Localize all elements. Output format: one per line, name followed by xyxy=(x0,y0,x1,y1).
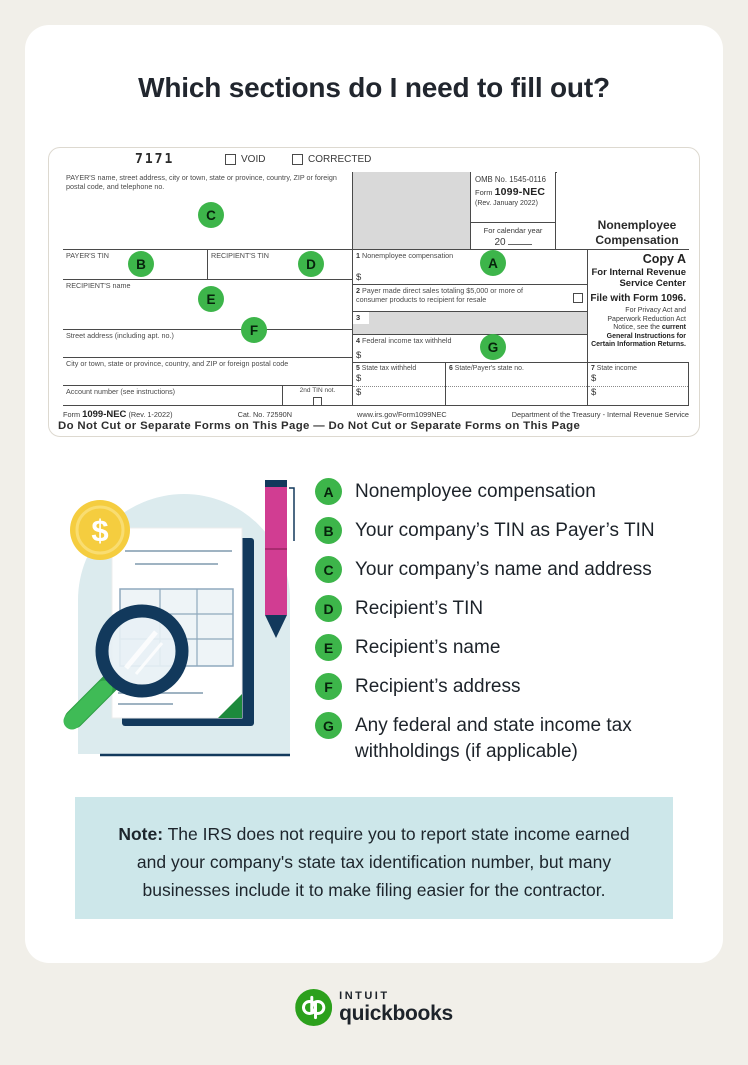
svg-text:$: $ xyxy=(91,513,109,548)
city-box xyxy=(63,358,353,386)
legend-badge-d: D xyxy=(315,595,342,622)
account-number-label: Account number (see instructions) xyxy=(66,387,176,396)
legend-badge-g: G xyxy=(315,712,342,739)
box5-state-tax xyxy=(353,363,446,406)
form-table xyxy=(63,172,689,406)
box6-label: 6 State/Payer's state no. xyxy=(449,365,524,372)
year-blank-line xyxy=(508,236,532,245)
box7-label: 7 State income xyxy=(591,365,637,372)
legend-badge-b: B xyxy=(315,517,342,544)
legend-label-c: Your company’s name and address xyxy=(355,558,652,580)
box2-checkbox xyxy=(573,293,583,303)
legend-label-g: Any federal and state income tax withholdings (if applicable) xyxy=(355,714,632,762)
legend-item-g xyxy=(315,712,700,765)
legend-badge-a: A xyxy=(315,478,342,505)
do-not-cut-line: Do Not Cut or Separate Forms on This Page — Do Not Cut or Separate Forms on This Page xyxy=(58,420,581,432)
void-label: VOID xyxy=(241,154,266,165)
void-checkbox xyxy=(225,154,236,165)
corrected-label: CORRECTED xyxy=(308,154,372,165)
legend-label-b: Your company’s TIN as Payer’s TIN xyxy=(355,519,655,541)
box5-dollar-row2: $ xyxy=(356,387,362,398)
box4-federal-tax xyxy=(353,335,588,363)
calendar-year-label: For calendar year xyxy=(483,226,543,235)
street-address-label: Street address (including apt. no.) xyxy=(66,331,174,340)
box6-row2 xyxy=(446,387,587,401)
box5-label: 5 State tax withheld xyxy=(356,365,417,372)
note-label: Note: xyxy=(118,824,164,844)
recipient-tin-box xyxy=(208,250,353,280)
intuit-wordmark: INTUIT xyxy=(339,990,390,1002)
box1-dollar: $ xyxy=(356,272,362,283)
box3-label: 3 xyxy=(353,312,369,324)
document-magnifier-illustration xyxy=(60,466,310,768)
form-number: 1099-NEC xyxy=(494,186,546,198)
legend-label-e: Recipient’s name xyxy=(355,636,501,658)
corrected-field xyxy=(292,154,371,165)
form-number-line xyxy=(471,184,555,198)
form-badge-c: C xyxy=(198,202,224,228)
fineprint-url: www.irs.gov/Form1099NEC xyxy=(357,410,447,419)
fineprint-form: Form 1099-NEC (Rev. 1-2022) xyxy=(63,409,173,420)
legend-badge-c: C xyxy=(315,556,342,583)
box1-label: 1 Nonemployee compensation xyxy=(356,251,454,260)
year-prefix: 20 xyxy=(494,237,506,248)
form-badge-f: F xyxy=(241,317,267,343)
privacy-notice: For Privacy Act and Paperwork Reduction Act Notice, see the current General Instructions for Certain Information Returns. xyxy=(591,307,686,349)
box7-dollar-row2: $ xyxy=(591,387,597,398)
omb-number: OMB No. 1545-0116 xyxy=(475,175,546,184)
fineprint-dept: Department of the Treasury - Internal Revenue Service xyxy=(511,410,689,419)
legend-item-b xyxy=(315,517,700,544)
box3-shaded xyxy=(353,312,588,335)
legend-label-f: Recipient’s address xyxy=(355,675,521,697)
box1-nonemployee-compensation xyxy=(353,250,588,285)
second-tin-box xyxy=(283,386,353,406)
form-fineprint xyxy=(63,409,689,420)
box4-label: 4 Federal income tax withheld xyxy=(356,336,452,345)
form-badge-e: E xyxy=(198,286,224,312)
legend-item-f xyxy=(315,673,700,700)
account-number-box xyxy=(63,386,283,406)
legend-label-d: Recipient’s TIN xyxy=(355,597,484,619)
box6-state-number xyxy=(446,363,588,406)
form-badge-g: G xyxy=(480,334,506,360)
calendar-year-box xyxy=(471,223,556,250)
box7-dollar-row1: $ xyxy=(588,373,688,387)
brand-footer xyxy=(295,989,453,1026)
payer-tin-label: PAYER'S TIN xyxy=(66,251,109,260)
shaded-top-box xyxy=(353,172,471,250)
form-badge-d: D xyxy=(298,251,324,277)
legend-item-d xyxy=(315,595,700,622)
form-1099-nec xyxy=(48,147,700,437)
legend-item-a xyxy=(315,478,700,505)
recipient-tin-label: RECIPIENT'S TIN xyxy=(211,251,269,260)
legend-item-c xyxy=(315,556,700,583)
legend xyxy=(315,478,700,777)
fineprint-cat-no: Cat. No. 72590N xyxy=(237,410,292,419)
box2-label: 2 Payer made direct sales totaling $5,000 or more of consumer products to recipient for resale xyxy=(356,286,524,304)
legend-badge-f: F xyxy=(315,673,342,700)
form-code: 7171 xyxy=(135,152,175,167)
note-text: The IRS does not require you to report state income earned and your company's state tax identification number, but many businesses include it to make filing easier for the contractor. xyxy=(136,824,630,900)
box5-dollar-row1: $ xyxy=(353,373,445,387)
note-box xyxy=(75,797,673,919)
form-badge-a: A xyxy=(480,250,506,276)
legend-label-a: Nonemployee compensation xyxy=(355,480,596,502)
corrected-checkbox xyxy=(292,154,303,165)
legend-badge-e: E xyxy=(315,634,342,661)
box2-direct-sales xyxy=(353,285,588,312)
box7-state-income xyxy=(588,363,689,406)
calendar-year-value xyxy=(471,235,555,248)
file-with-label: File with Form 1096. xyxy=(590,293,686,304)
quickbooks-wordmark: quickbooks xyxy=(339,1002,453,1025)
form-rev: (Rev. January 2022) xyxy=(475,200,538,207)
second-tin-checkbox xyxy=(313,397,322,406)
omb-box xyxy=(471,172,556,223)
copy-a-for: For Internal Revenue Service Center xyxy=(591,267,686,289)
form-badge-b: B xyxy=(128,251,154,277)
copy-a-label: Copy A xyxy=(642,252,686,266)
payer-info-label: PAYER'S name, street address, city or town, state or province, country, ZIP or foreign postal code, and telephone no. xyxy=(66,173,337,191)
quickbooks-logo-icon xyxy=(295,989,332,1026)
street-address-box xyxy=(63,330,353,358)
legend-item-e xyxy=(315,634,700,661)
copy-a-column xyxy=(588,250,689,363)
box6-row1 xyxy=(446,373,587,387)
recipient-name-label: RECIPIENT'S name xyxy=(66,281,131,290)
void-field xyxy=(225,154,265,165)
coin-icon xyxy=(70,500,130,560)
box4-dollar: $ xyxy=(356,350,362,361)
brand-wordmark xyxy=(339,991,453,1024)
form-word: Form xyxy=(475,188,493,197)
second-tin-label: 2nd TIN not. xyxy=(299,387,336,394)
city-label: City or town, state or province, country, and ZIP or foreign postal code xyxy=(66,359,289,368)
nonemployee-compensation-title: Nonemployee Compensation xyxy=(595,218,679,247)
page-title: Which sections do I need to fill out? xyxy=(138,72,610,103)
